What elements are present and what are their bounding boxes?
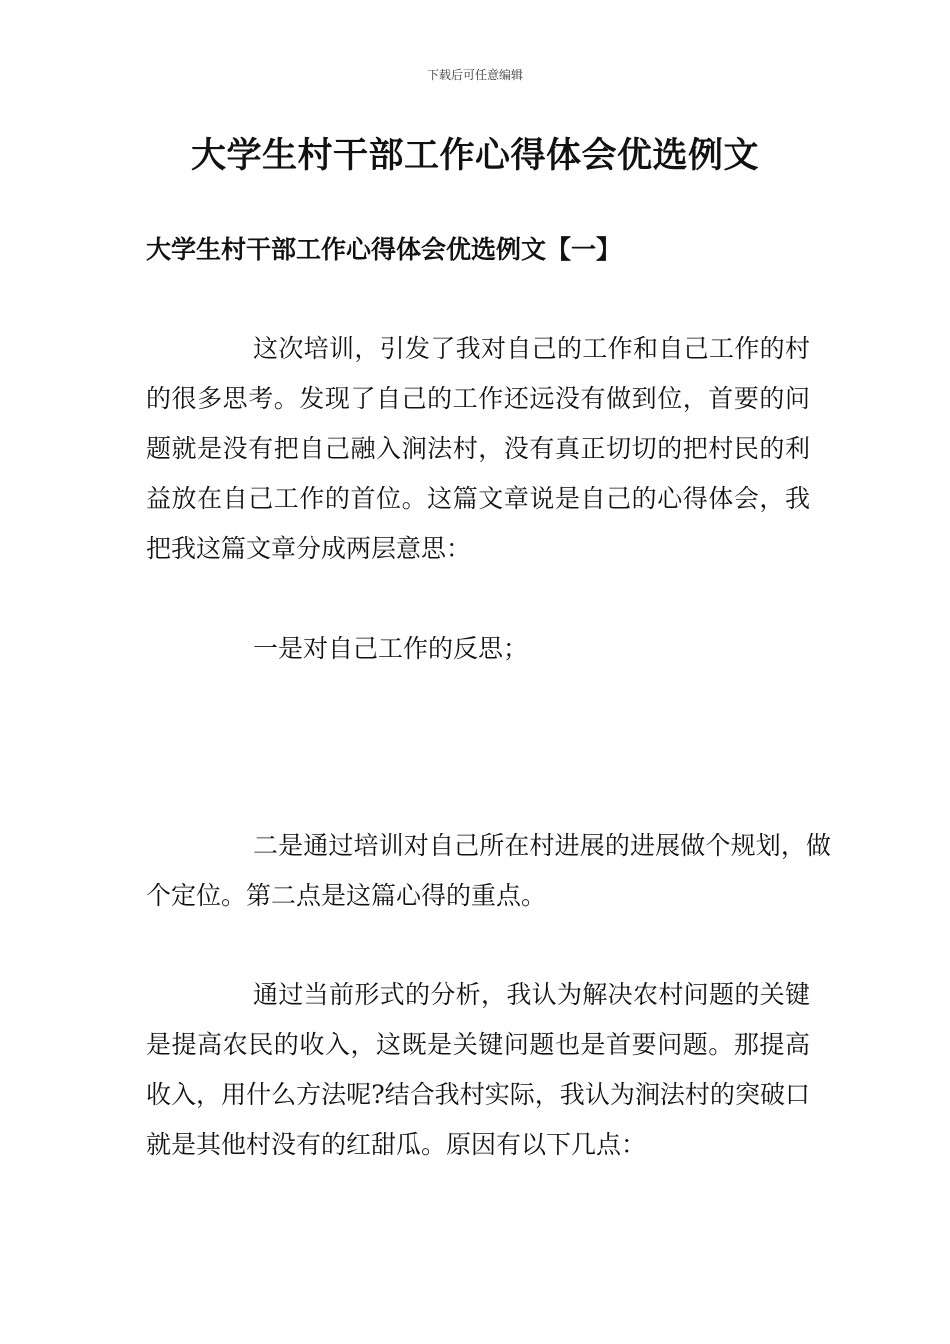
paragraph-point-one: 一是对自己工作的反思； [253, 634, 529, 663]
paragraph-point-two: 二是通过培训对自己所在村进展的进展做个规划，做个定位。第二点是这篇心得的重点。 [146, 831, 831, 910]
paragraph-intro: 这次培训，引发了我对自己的工作和自己工作的村的很多思考。发现了自己的工作还远没有做到位，首要的问题就是没有把自己融入涧法村，没有真正切切的把村民的利益放在自己工作的首位。这篇文章说是自己的心得体会，我把我这篇文章分成两层意思： [146, 334, 810, 563]
page-header-note: 下载后可任意编辑 [426, 68, 523, 82]
document-title: 大学生村干部工作心得体会优选例文 [190, 136, 759, 176]
paragraph-analysis: 通过当前形式的分析，我认为解决农村问题的关键是提高农民的收入，这既是关键问题也是首要问题。那提高收入，用什么方法呢?结合我村实际，我认为涧法村的突破口就是其他村没有的红甜瓜。原因有以下几点： [146, 980, 810, 1159]
section-heading: 大学生村干部工作心得体会优选例文【一】 [146, 235, 622, 264]
